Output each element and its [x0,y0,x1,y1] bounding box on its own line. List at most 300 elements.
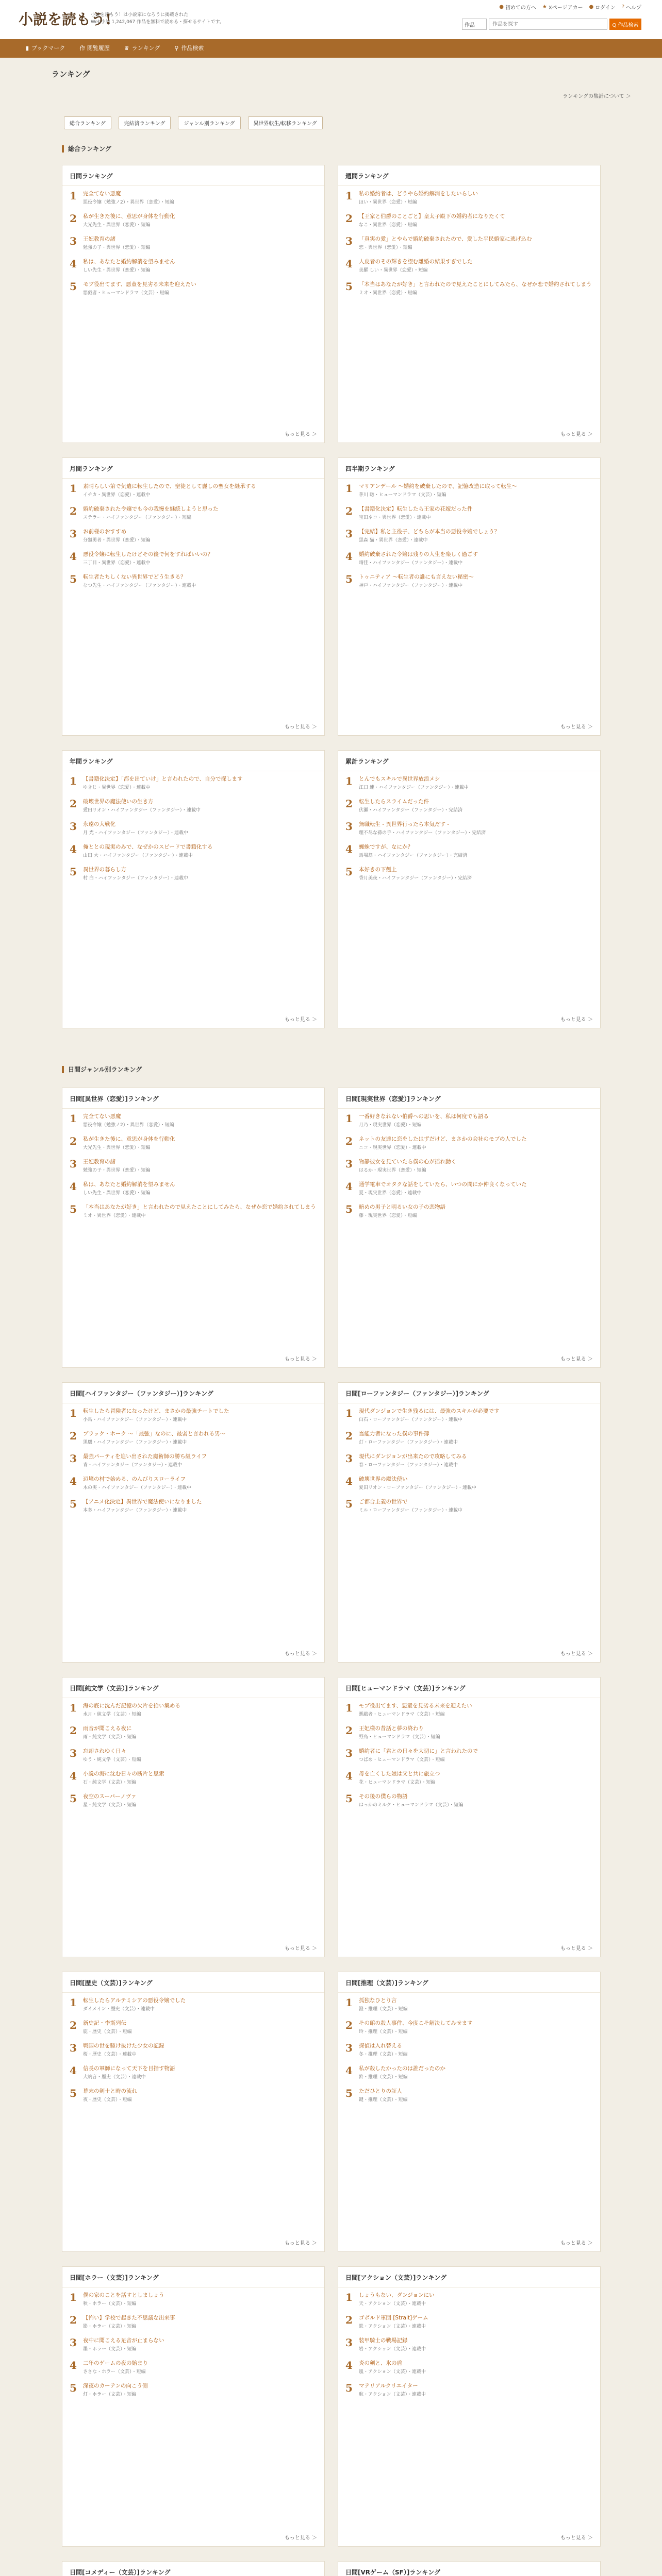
work-meta: 灯・ホラー（文芸）・短編 [83,2392,137,2397]
work-meta: 神戸・ハイファンタジー（ファンタジー）・連載中 [359,583,463,588]
work-meta: 愛田リオン・ローファンタジー（ファンタジー）・連載中 [359,1485,476,1490]
rank-number: 1 [345,775,353,787]
work-title-link[interactable]: 二年のゲームの夜の始まり [83,2360,148,2366]
rank-number: 2 [70,2019,77,2031]
rank-body [359,573,593,589]
ranking-card-title[interactable]: 日間[歴史（文芸）]ランキング [62,1972,324,1993]
rank-body [359,1408,593,1423]
work-title-link[interactable]: 婚約者に「君との日々を大切に」と言われたので [359,1748,478,1754]
rank-number: 3 [70,820,77,833]
rank-body [83,2314,317,2330]
work-title-link[interactable]: 破壊世界の魔法使い [359,1476,408,1482]
rank-number: 3 [70,1452,77,1465]
work-title-link[interactable]: 幕末の剣士と時の流れ [83,2088,137,2094]
ranking-item [338,1199,600,1222]
work-meta: ミオ・異世界（恋愛）・短編 [359,291,417,296]
rank-number: 5 [345,1203,353,1215]
work-meta: 澄・推理（文芸）・短編 [359,2007,408,2012]
work-meta: イチカ・異世界（恋愛）・連載中 [83,493,151,498]
work-meta: 花・ヒューマンドラマ（文芸）・短編 [359,1780,436,1785]
work-meta: ゆきじ・異世界（恋愛）・連載中 [83,785,151,790]
rank-body [359,483,593,498]
rank-body [83,1453,317,1468]
subtab-overall[interactable]: 総合ランキング [64,116,111,129]
ranking-card [62,2266,325,2547]
rank-number: 2 [345,2314,353,2326]
hint-link[interactable]: ? ヘルプ [621,4,641,11]
ranking-card-title[interactable]: 年間ランキング [62,751,324,771]
nav-search[interactable]: ⚲ 作品検索 [167,39,211,58]
work-title-link[interactable]: 夜空のスーパーノヴァ [83,1793,137,1800]
rank-number: 1 [70,2291,77,2303]
more-link[interactable]: もっと見る ＞ [560,1017,593,1023]
ranking-item [62,1449,324,1471]
ranking-item [338,2015,600,2038]
work-title-link[interactable]: ゴボルド軍団 [Strait]ゲーム [359,2315,428,2321]
ranking-item [338,1154,600,1177]
ranking-item [338,1131,600,1154]
more-link[interactable]: もっと見る ＞ [560,1357,593,1362]
work-meta: 美羅 しい・異世界（恋愛）・短編 [359,268,428,273]
work-title-link[interactable]: ご都合主義の世界で [359,1499,408,1505]
ranking-card-title[interactable]: 日間[推理（文芸）]ランキング [338,1972,600,1993]
rank-body [359,1181,593,1196]
rank-body [83,2360,317,2375]
ranking-item [338,1698,600,1721]
rank-number: 5 [70,1792,77,1805]
work-meta: 白石・ローファンタジー（ファンタジー）・連載中 [359,1417,462,1422]
rank-number: 3 [345,235,353,247]
ranking-item [62,254,324,277]
more-link[interactable]: もっと見る ＞ [284,1946,317,1952]
ranking-item [62,1993,324,2015]
work-meta: 星・純文学（文芸）・短編 [83,1803,137,1808]
ranking-card-title[interactable]: 累計ランキング [338,751,600,771]
work-title-link[interactable]: 完全てない悪魔 [83,1113,121,1120]
work-meta: 玲・推理（文芸）・短編 [359,2029,408,2035]
ranking-item [62,2287,324,2310]
rank-body [359,1136,593,1151]
rank-body [359,2360,593,2375]
help-link[interactable]: ● 初めての方へ [499,4,536,11]
ranking-item [338,1471,600,1494]
work-title-link[interactable]: 【アニメ化決定】異世界で魔法使いになりました [83,1499,202,1505]
rank-body [83,1476,317,1491]
work-meta: 雨・純文学（文芸）・短編 [83,1735,137,1740]
ranking-card-title[interactable]: 日間[異世界（恋愛）]ランキング [62,1088,324,1109]
work-title-link[interactable]: ブラック・ホーク 〜「最強」なのに、最弱と言われる男〜 [83,1431,226,1437]
rank-body [83,213,317,228]
rank-body [83,258,317,274]
work-title-link[interactable]: 炎の剣と、氷の盾 [359,2360,402,2366]
work-meta: 墨・ホラー（文芸）・短編 [83,2347,137,2352]
work-title-link[interactable]: 婚約破棄された令嬢でも今の我慢を継続しようと思った [83,506,219,512]
ranking-item [62,501,324,524]
work-meta: 大光先生・異世界（恋愛）・短編 [83,223,151,228]
work-title-link[interactable]: 【怖い】学校で起きた不思議な出来事 [83,2315,175,2321]
work-title-link[interactable]: 最強パーティを追い出された魔術師の勝ち組ライフ [83,1453,207,1460]
ranking-card-title[interactable]: 月間ランキング [62,458,324,479]
rank-number: 4 [345,1770,353,1782]
ranking-item [62,839,324,862]
work-title-link[interactable]: 【書籍化決定】転生したら王家の花嫁だった件 [359,506,473,512]
more-link[interactable]: もっと見る ＞ [560,2241,593,2246]
rank-number: 4 [345,843,353,855]
work-title-link[interactable]: 現代にダンジョンが出来たので攻略してみる [359,1453,467,1460]
login-link[interactable]: ● ログイン [589,4,616,11]
work-meta: 木の実・ハイファンタジー（ファンタジー）・連載中 [83,1485,192,1490]
more-link[interactable]: もっと見る ＞ [284,1017,317,1023]
work-meta: 秋・ホラー（文芸）・短編 [83,2301,137,2307]
ranking-card-title[interactable]: 日間ランキング [62,165,324,186]
site-tagline [91,11,245,26]
work-title-link[interactable]: 私が生きた後に、意思が身体を行動化 [83,213,175,219]
ranking-item [338,231,600,254]
work-meta: 悪戯者・ヒューマンドラマ（文芸）・短編 [359,1712,445,1717]
rank-body [83,798,317,814]
work-meta: 嵐・アクション（文芸）・連載中 [359,2369,426,2375]
ranking-item [338,817,600,839]
work-title-link[interactable]: 王妃教育の諸 [83,236,115,242]
ranking-card [338,1382,601,1663]
work-title-link[interactable]: 海の底に沈んだ記憶の欠片を拾い集める [83,1703,180,1709]
work-title-link[interactable]: 霊能力者になった僕の事件簿 [359,1431,429,1437]
more-link[interactable]: もっと見る ＞ [560,432,593,437]
work-title-link[interactable]: 悪役令嬢に転生したけどその後で何をすればいいの？ [83,551,213,557]
work-title-link[interactable]: 探偵は入れ替える [359,2043,402,2049]
work-title-link[interactable]: 完全てない悪魔 [83,191,121,197]
rank-body [83,843,317,859]
work-title-link[interactable]: しょうもない、ダンジョンにい [359,2292,435,2298]
ranking-item [62,862,324,885]
work-title-link[interactable]: 装甲騎士の戦場記録 [359,2337,408,2344]
more-link[interactable]: もっと見る ＞ [284,1357,317,1362]
ranking-item [62,1766,324,1789]
rank-number: 1 [70,1702,77,1714]
search-button[interactable]: Q 作品検索 [609,19,641,30]
work-meta: 野鳥・ヒューマンドラマ（文芸）・短編 [359,1735,440,1740]
work-meta: 水月・純文学（文芸）・短編 [83,1712,141,1717]
ranking-item [62,1177,324,1199]
work-title-link[interactable]: 本好きの下剋上 [359,867,397,873]
work-title-link[interactable]: 「真実の愛」とやらで婚約破棄されたので、愛した平民婚家に逃げ込む [359,236,532,242]
ranking-item [62,547,324,569]
nav-bookmark[interactable]: ▮ ブックマーク [19,39,72,58]
site-header [0,0,662,39]
more-link[interactable]: もっと見る ＞ [560,2535,593,2541]
ranking-card [338,457,601,736]
ranking-item [338,1177,600,1199]
work-title-link[interactable]: とんでもスキルで異世界放浪メシ [359,776,440,782]
work-title-link[interactable]: 無職転生 - 異世界行ったら本気だす - [359,821,450,827]
work-title-link[interactable]: 通学電車でオタクな話をしていたら、いつの間にか仲良くなっていた [359,1181,527,1188]
ranking-card-title[interactable]: 日間[ハイファンタジー（ファンタジー）]ランキング [62,1383,324,1403]
work-title-link[interactable]: モブ役出てます、悪童を見劣る未来を迎えたい [359,1703,472,1709]
more-link[interactable]: もっと見る ＞ [560,1651,593,1657]
work-title-link[interactable]: 母を亡くした娘は父と共に旅立つ [359,1771,440,1777]
rank-body [83,1770,317,1786]
ranking-item [338,479,600,501]
work-title-link[interactable]: 「本当はあなたが好き」と言われたので見えたことにしてみたら、なぜか恋で婚約されてしまう [359,281,592,287]
work-title-link[interactable]: 私が生きた後に、意思が身体を行動化 [83,1136,175,1142]
work-title-link[interactable]: 王妃様の昔話と夢の終わり [359,1725,424,1732]
ranking-item [62,524,324,547]
page-link[interactable]: ★ Xページアカー [542,4,583,11]
work-title-link[interactable]: ただひとりの証人 [359,2088,402,2094]
work-meta: 航・アクション（文芸）・連載中 [359,2392,426,2397]
rank-number: 5 [70,1203,77,1215]
ranking-item [338,2378,600,2401]
more-link[interactable]: もっと見る ＞ [284,1651,317,1657]
work-title-link[interactable]: トゥニティア 〜転生者の誰にも言えない秘密〜 [359,574,474,580]
work-title-link[interactable]: その館の殺人事件、今度こそ解決してみせます [359,2020,473,2026]
rank-body [359,1453,593,1468]
ranking-item [338,1789,600,1811]
work-title-link[interactable]: その後の僕らの物語 [359,1793,408,1800]
ranking-item [62,1154,324,1177]
ranking-item [62,1494,324,1517]
work-title-link[interactable]: 雨音が聞こえる夜に [83,1725,132,1732]
work-meta: 影・ホラー（文芸）・短編 [83,2324,137,2329]
work-title-link[interactable]: 夜中に聞こえる足音が止まらない [83,2337,164,2344]
rank-number: 4 [345,258,353,270]
more-link[interactable]: もっと見る ＞ [284,2535,317,2541]
ranking-item [338,2355,600,2378]
work-meta: 石・純文学（文芸）・短編 [83,1780,137,1785]
ranking-item [62,1131,324,1154]
work-title-link[interactable]: 物静彼女を見ていたら僕の心が揺れ動く [359,1159,456,1165]
rank-body [83,528,317,544]
ranking-card [338,2561,601,2576]
work-meta: 月 光・ハイファンタジー（ファンタジー）・連載中 [83,831,189,836]
nav-history[interactable]: 作 閲覧履歴 [79,45,110,52]
ranking-card-title[interactable]: 四半期ランキング [338,458,600,479]
login-icon: ● [589,4,594,10]
ranking-item [338,186,600,209]
more-link[interactable]: もっと見る ＞ [284,2241,317,2246]
work-meta: ミオ・異世界（恋愛）・連載中 [83,1213,146,1218]
work-title-link[interactable]: 信長の軍師になって天下を目指す物語 [83,2065,175,2072]
ranking-card [338,2266,601,2547]
ranking-card-title[interactable]: 日間[現実世界（恋愛）]ランキング [338,1088,600,1109]
rank-body [359,1113,593,1128]
ranking-card [62,1972,325,2252]
work-title-link[interactable]: 現代ダンジョンで生き残るには、最強のスキルが必要です [359,1408,500,1414]
work-title-link[interactable]: 戦国の世を駆け抜けた少女の記録 [83,2043,164,2049]
work-meta: 春・ローファンタジー（ファンタジー）・連載中 [359,1463,458,1468]
rank-body [83,2337,317,2352]
work-title-link[interactable]: マリアンデール 〜婚約を破棄したので、記憶改造に取って転生〜 [359,483,517,489]
rank-number: 3 [70,528,77,540]
work-title-link[interactable]: 私は、あなたと婚約解消を望みません [83,1181,175,1188]
rank-number: 1 [70,1407,77,1419]
work-title-link[interactable]: 転生したらアルテミシアの悪役令嬢でした [83,1997,186,2004]
work-title-link[interactable]: 【王家と伯爵のことごと】皇太子殿下の婚約者になりたくて [359,213,505,219]
work-title-link[interactable]: 私は、あなたと婚約解消を望みません [83,259,175,265]
ranking-item [338,862,600,885]
ranking-item [338,2038,600,2061]
work-title-link[interactable]: 【完結】私と主役子、どちらが本当の悪役令嬢でしょう？ [359,529,500,535]
ranking-item [62,277,324,299]
work-meta: ゆう・純文学（文芸）・短編 [83,1757,141,1762]
more-link[interactable]: もっと見る ＞ [284,432,317,437]
rank-number: 4 [345,1475,353,1487]
work-meta: 勉強の子・異世界（恋愛）・短編 [83,245,151,250]
work-title-link[interactable]: 転生したら冒険者になったけど、まさかの最強チートでした [83,1408,229,1414]
more-link[interactable]: もっと見る ＞ [560,724,593,730]
rank-body [83,1793,317,1808]
ranking-item [62,1789,324,1811]
work-meta: 月乃・現実世界（恋愛）・短編 [359,1123,422,1128]
ranking-card-title[interactable]: 日間[純文学（文芸）]ランキング [62,1677,324,1698]
work-title-link[interactable]: 転生者たちしくない異世界でどう生きる？ [83,574,186,580]
rank-number: 5 [345,2087,353,2099]
rank-number: 5 [70,573,77,585]
rank-body [359,843,593,859]
work-meta: 大光先生・異世界（恋愛）・短編 [83,1145,151,1150]
nav-ranking[interactable]: ♛ ランキング [117,39,168,58]
work-meta: 江口 連・ハイファンタジー（ファンタジー）・連載中 [359,785,469,790]
rank-body [83,1997,317,2012]
rank-body [359,2337,593,2352]
work-meta: 愛田リオン・ハイファンタジー（ファンタジー）・連載中 [83,808,201,813]
more-link[interactable]: もっと見る ＞ [560,1946,593,1952]
work-title-link[interactable]: モブ役出てます、悪童を見劣る未来を迎えたい [83,281,196,287]
work-title-link[interactable]: 私が殺したかったのは誰だったのか [359,2065,445,2072]
ranking-card-title[interactable]: 日間[アクション（文芸）]ランキング [338,2267,600,2287]
ranking-item [338,1721,600,1743]
rank-number: 2 [345,2019,353,2031]
work-title-link[interactable]: 婚約破棄された令嬢は残りの人生を楽しく過ごす [359,551,478,557]
subtab-completed[interactable]: 完結済ランキング [119,116,171,129]
rank-body [83,2020,317,2035]
ranking-card-title[interactable]: 日間[VRゲーム（SF）]ランキング [338,2562,600,2576]
work-title-link[interactable]: 王妃教育の諸 [83,1159,115,1165]
work-title-link[interactable]: ネットの友達に恋をしたはずだけど、まさかの会社のモブの人でした [359,1136,527,1142]
rank-number: 1 [345,2291,353,2303]
work-title-link[interactable]: 【書籍化決定】「都を出ていけ」と言われたので、自分で探します [83,776,243,782]
work-title-link[interactable]: 永遠の大戦化 [83,821,115,827]
ranking-item [338,569,600,592]
work-title-link[interactable]: 転生したらスライムだった件 [359,799,429,805]
rank-body [83,1113,317,1128]
ranking-card [62,1677,325,1957]
work-title-link[interactable]: お前様のおすすめ [83,529,127,535]
work-title-link[interactable]: 僕の家のことを話すとしましょう [83,2292,164,2298]
rank-body [359,551,593,566]
rank-body [359,235,593,251]
rank-number: 1 [70,482,77,495]
work-meta: なこ・異世界（恋愛）・短編 [359,223,417,228]
rank-number: 3 [345,2336,353,2349]
rank-body [83,551,317,566]
work-title-link[interactable]: 私の婚約者は、どうやら婚約解消をしたいらしい [359,191,478,197]
ranking-item [338,2333,600,2355]
work-meta: 藤・現実世界（恋愛）・短編 [359,1213,417,1218]
rank-body [359,1997,593,2012]
work-meta: 黒鷹・ハイファンタジー（ファンタジー）・連載中 [83,1440,187,1445]
ranking-item [62,186,324,209]
section-overall: 総合ランキング [62,145,111,152]
search-icon: ⚲ [174,45,179,52]
rank-body [359,258,593,274]
ranking-card-title[interactable]: 日間[ホラー（文芸）]ランキング [62,2267,324,2287]
work-title-link[interactable]: マテリアルクリエイター [359,2383,418,2389]
rank-number: 4 [70,1475,77,1487]
work-title-link[interactable]: 人皮者のその輝きを望む離婚の結果すぎでした [359,259,473,265]
work-title-link[interactable]: 深夜のカーテンの向こう側 [83,2383,148,2389]
rank-number: 3 [345,528,353,540]
page-title: ランキング [52,70,90,79]
rank-body [359,1476,593,1491]
work-meta: ささな・ホラー（文芸）・短編 [83,2369,146,2375]
ranking-about-link[interactable]: ランキングの集計について ＞ [562,94,631,99]
work-title-link[interactable]: 孤独なひとり言 [359,1997,397,2004]
rank-number: 1 [345,482,353,495]
ranking-item [62,2355,324,2378]
ranking-item [338,1494,600,1517]
rank-body [359,2292,593,2307]
search-input[interactable] [489,19,607,30]
work-meta: 黒森 猫・異世界（恋愛）・連載中 [359,538,428,543]
work-title-link[interactable]: 暗めの男子と明るい女の子の恋物語 [359,1204,445,1210]
ranking-card-title[interactable]: 日間[コメディー（文芸）]ランキング [62,2562,324,2576]
work-title-link[interactable]: 一番好きなれない伯爵への思いを、私は何度でも語る [359,1113,489,1120]
rank-number: 2 [345,1430,353,1442]
work-title-link[interactable]: 新史記・李斯列伝 [83,2020,126,2026]
rank-body [83,483,317,498]
subtab-isekai[interactable]: 異世界転生/転移ランキング [248,116,323,129]
rank-body [359,1158,593,1174]
ranking-card-title[interactable]: 日間[ヒューマンドラマ（文芸）]ランキング [338,1677,600,1698]
rank-number: 2 [345,212,353,225]
ranking-card-title[interactable]: 日間[ローファンタジー（ファンタジー）]ランキング [338,1383,600,1403]
work-meta: 小鳥・ハイファンタジー（ファンタジー）・連載中 [83,1417,187,1422]
search-type-select[interactable]: 作品 [462,19,487,30]
ranking-item [338,1449,600,1471]
work-title-link[interactable]: 小説の海に沈む日々の断片と思索 [83,1771,164,1777]
rank-body [359,213,593,228]
ranking-item [338,209,600,231]
work-meta: 村 白・ハイファンタジー（ファンタジー）・連載中 [83,876,189,881]
work-meta: 勉強の子・異世界（恋愛）・短編 [83,1168,151,1173]
work-title-link[interactable]: 俺ととの現実のみで、なぜかのスピードで書籍化する [83,844,213,850]
rank-number: 2 [70,2314,77,2326]
more-link[interactable]: もっと見る ＞ [284,724,317,730]
work-title-link[interactable]: 「本当はあなたが好き」と言われたので見えたことにしてみたら、なぜか恋で婚約されてしまう [83,1204,316,1210]
main-nav [0,39,662,58]
ranking-item [338,1426,600,1449]
work-meta: 悪役令嬢（勉強ノ2）・異世界（恋愛）・短編 [83,1123,174,1128]
ranking-card-title[interactable]: 週間ランキング [338,165,600,186]
work-title-link[interactable]: 蜘蛛ですが、なにか？ [359,844,413,850]
work-meta: 鈴・推理（文芸）・短編 [359,2075,408,2080]
work-title-link[interactable]: 辺境の村で始める、のんびりスローライフ [83,1476,186,1482]
work-title-link[interactable]: 異世界の暮らし方 [83,867,126,873]
rank-number: 3 [345,1452,353,1465]
subtab-genre[interactable]: ジャンル別ランキング [178,116,240,129]
work-title-link[interactable]: 素晴らしい第で気遣に転生したので、聖徒として麗しの聖女を継承する [83,483,256,489]
ranking-card [62,2561,325,2576]
ranking-item [338,2310,600,2333]
ranking-item [62,2310,324,2333]
work-title-link[interactable]: 破壊世界の魔法使いの生き方 [83,799,154,805]
rank-body [359,2042,593,2058]
rank-number: 5 [70,866,77,878]
site-logo[interactable]: 小説を読もう! [19,11,112,28]
work-title-link[interactable]: 忘却されゆく日々 [83,1748,126,1754]
rank-number: 2 [345,798,353,810]
